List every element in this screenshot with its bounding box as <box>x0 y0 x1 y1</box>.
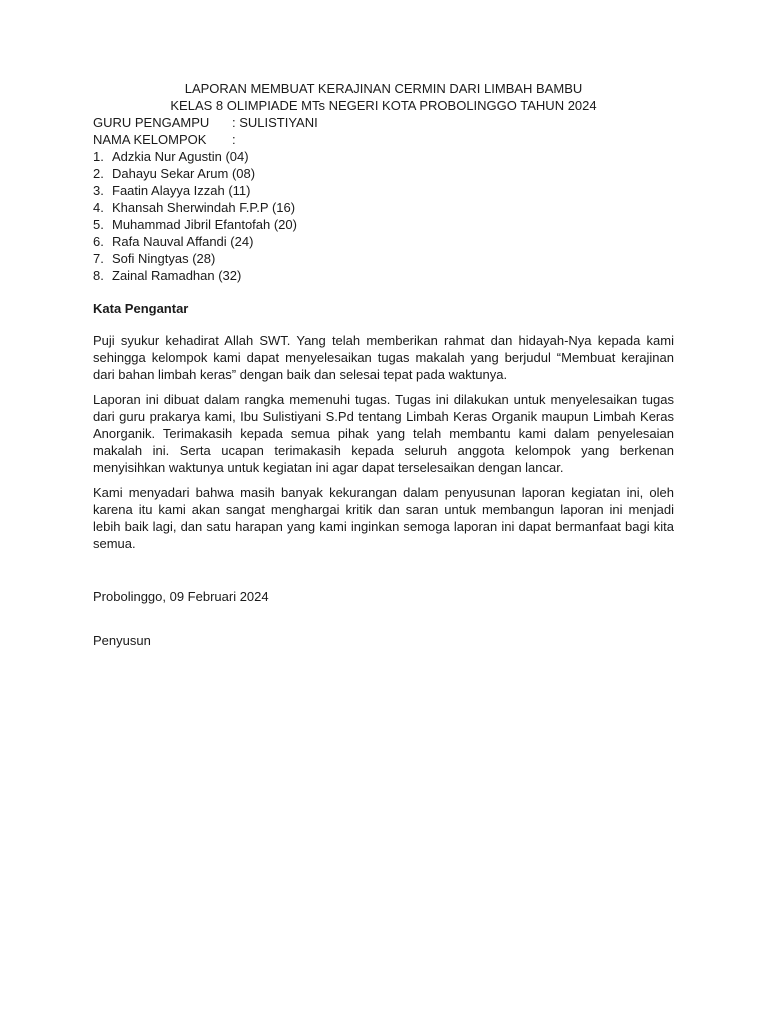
guru-pengampu-row <box>93 114 674 131</box>
member-name: Adzkia Nur Agustin (04) <box>112 149 249 164</box>
member-item <box>93 165 674 182</box>
report-title-line-2: KELAS 8 OLIMPIADE MTs NEGERI KOTA PROBOLINGGO TAHUN 2024 <box>170 98 597 113</box>
document-page <box>93 80 674 649</box>
member-item <box>93 199 674 216</box>
member-item <box>93 267 674 284</box>
member-item <box>93 216 674 233</box>
member-item <box>93 182 674 199</box>
member-number: 4. <box>93 200 104 215</box>
member-name: Faatin Alayya Izzah (11) <box>112 183 251 198</box>
report-title-line-1: LAPORAN MEMBUAT KERAJINAN CERMIN DARI LIMBAH BAMBU <box>184 81 583 96</box>
guru-pengampu-label: GURU PENGAMPU <box>93 115 210 130</box>
place-date: Probolinggo, 09 Februari 2024 <box>93 589 269 604</box>
member-name: Zainal Ramadhan (32) <box>112 268 242 283</box>
member-name: Sofi Ningtyas (28) <box>112 251 216 266</box>
member-number: 6. <box>93 234 104 249</box>
member-name: Rafa Nauval Affandi (24) <box>112 234 254 249</box>
member-number: 7. <box>93 251 104 266</box>
member-item <box>93 233 674 250</box>
member-name: Muhammad Jibril Efantofah (20) <box>112 217 297 232</box>
member-number: 5. <box>93 217 104 232</box>
foreword-paragraph-3: Kami menyadari bahwa masih banyak kekurangan dalam penyusunan laporan kegiatan ini, oleh karena itu kami akan sangat menghargai kritik dan saran untuk membangun laporan ini menjadi lebih baik lagi, dan satu harapan yang kami inginkan semoga laporan ini dapat bermanfaat bagi kita semua. <box>93 485 674 551</box>
guru-pengampu-value: : SULISTIYANI <box>232 115 318 130</box>
member-number: 1. <box>93 149 104 164</box>
member-name: Khansah Sherwindah F.P.P (16) <box>112 200 296 215</box>
member-number: 3. <box>93 183 104 198</box>
member-name: Dahayu Sekar Arum (08) <box>112 166 256 181</box>
nama-kelompok-row <box>93 131 674 148</box>
member-item <box>93 250 674 267</box>
member-item <box>93 148 674 165</box>
signoff: Penyusun <box>93 633 151 648</box>
member-list <box>93 148 674 284</box>
member-number: 2. <box>93 166 104 181</box>
foreword-heading: Kata Pengantar <box>93 301 189 316</box>
foreword-paragraph-1: Puji syukur kehadirat Allah SWT. Yang telah memberikan rahmat dan hidayah-Nya kepada kami sehingga kelompok kami dapat menyelesaikan tugas makalah yang berjudul “Membuat kerajinan dari bahan limbah keras” dengan baik dan selesai tepat pada waktunya. <box>93 333 674 382</box>
foreword-paragraph-2: Laporan ini dibuat dalam rangka memenuhi tugas. Tugas ini dilakukan untuk menyelesaikan tugas dari guru prakarya kami, Ibu Sulistiyani S.Pd tentang Limbah Keras Organik maupun Limbah Keras Anorganik. Terimakasih kepada semua pihak yang telah membantu kami dalam penyelesaian makalah ini. Serta ucapan terimakasih kepada seluruh anggota kelompok yang berkenan menyisihkan waktunya untuk kegiatan ini agar dapat terselesaikan dengan lancar. <box>93 392 674 475</box>
nama-kelompok-value: : <box>232 132 236 147</box>
member-number: 8. <box>93 268 104 283</box>
nama-kelompok-label: NAMA KELOMPOK <box>93 132 207 147</box>
